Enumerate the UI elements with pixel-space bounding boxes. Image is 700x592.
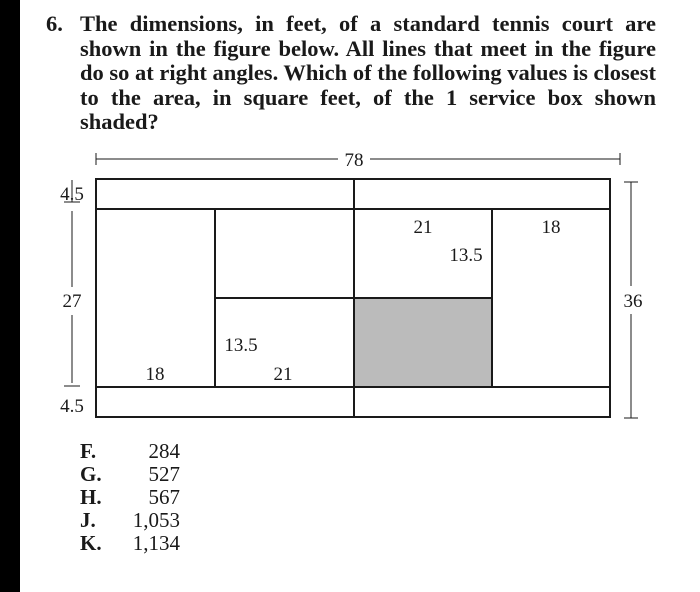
choice-letter: F. [80, 439, 97, 463]
shaded-service-box [354, 298, 492, 387]
label-lower-back-length: 18 [145, 364, 165, 385]
answer-choice-k[interactable] [80, 532, 180, 555]
answer-choice-f[interactable] [80, 440, 180, 463]
answer-choice-h[interactable] [80, 486, 180, 509]
label-total-length: 78 [344, 150, 364, 171]
label-total-width: 36 [623, 291, 643, 312]
choice-letter: K. [80, 531, 102, 555]
choice-value: 567 [148, 485, 180, 509]
label-lower-service-width: 13.5 [224, 335, 258, 356]
answer-choice-g[interactable] [80, 463, 180, 486]
choice-value: 1,053 [132, 508, 180, 532]
label-upper-service-width: 13.5 [449, 245, 483, 266]
choice-letter: J. [80, 508, 96, 532]
choice-letter: H. [80, 485, 102, 509]
label-upper-back-length: 18 [541, 217, 561, 238]
choice-letter: G. [80, 462, 102, 486]
question-number: 6. [46, 11, 63, 36]
question-text: The dimensions, in feet, of a standard tennis court are shown in the figure below. All lines that meet in the figure do so at right angles. Which of the following values is closest to the area, in square feet, of the 1 service box shown shaded? [80, 11, 656, 134]
label-upper-service-length: 21 [413, 217, 433, 238]
label-middle-width: 27 [62, 291, 82, 312]
answer-choice-j[interactable] [80, 509, 180, 532]
choice-value: 284 [148, 439, 180, 463]
label-alley-bottom: 4.5 [60, 396, 84, 417]
answer-choices [80, 440, 180, 555]
label-lower-service-length: 21 [273, 364, 293, 385]
label-alley-top: 4.5 [60, 184, 84, 205]
choice-value: 1,134 [132, 531, 180, 555]
choice-value: 527 [148, 462, 180, 486]
